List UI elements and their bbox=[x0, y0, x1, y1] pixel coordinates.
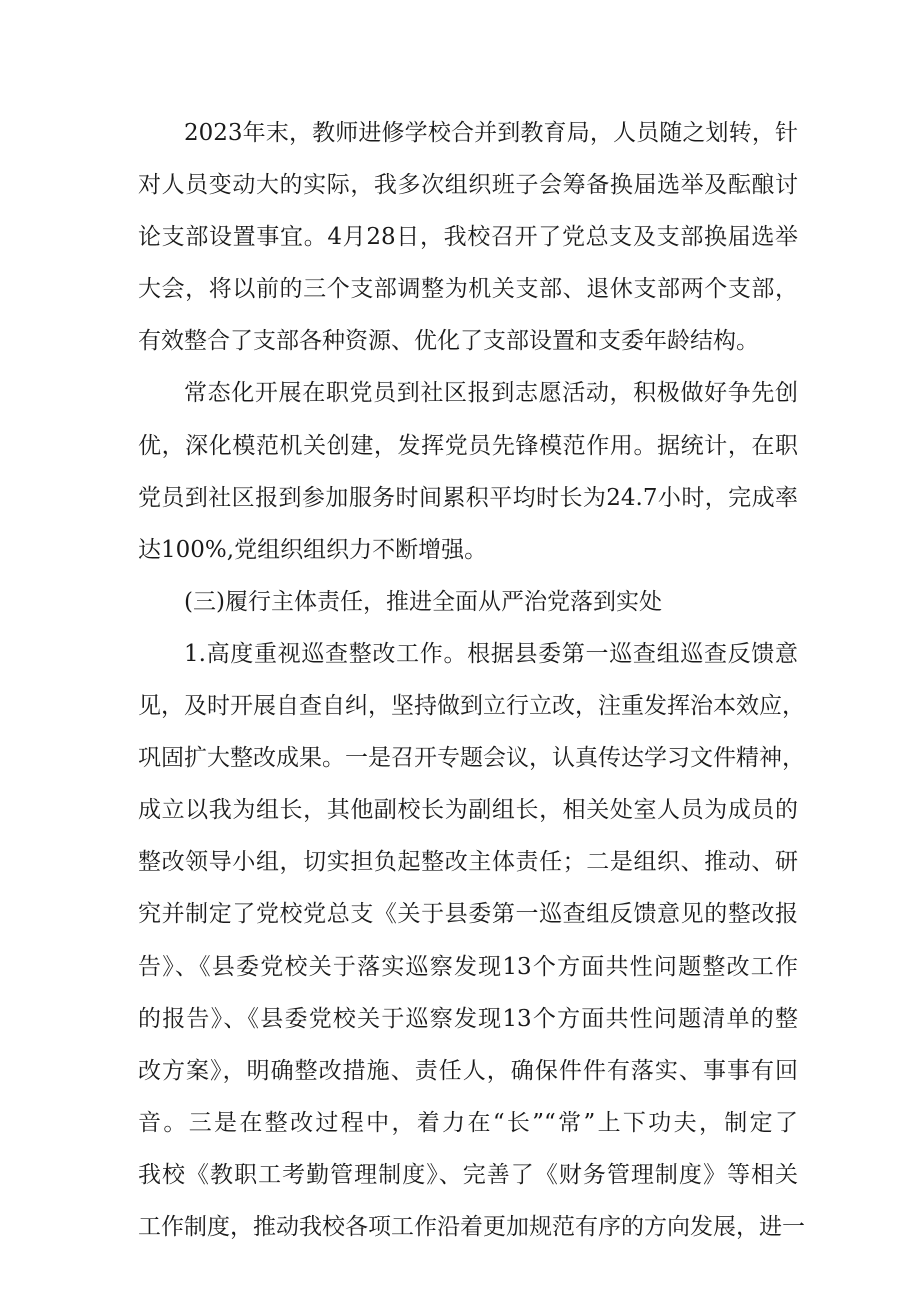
text-line: 达100%,党组织组织力不断增强。 bbox=[138, 536, 488, 563]
text-line: 见，及时开展自查自纠，坚持做到立行立改，注重发挥治本效应， bbox=[138, 693, 805, 720]
text-line: 音。三是在整改过程中，着力在“长”“常”上下功夫，制定了 bbox=[138, 1109, 798, 1136]
text-line: 党员到社区报到参加服务时间累积平均时长为24.7小时，完成率 bbox=[138, 484, 798, 511]
text-line: 常态化开展在职党员到社区报到志愿活动，积极做好争先创 bbox=[184, 380, 798, 407]
text-line: 工作制度，推动我校各项工作沿着更加规范有序的方向发展，进一 bbox=[138, 1213, 805, 1240]
text-line: 1.高度重视巡查整改工作。根据县委第一巡查组巡查反馈意 bbox=[184, 640, 798, 667]
text-line: 有效整合了支部各种资源、优化了支部设置和支委年龄结构。 bbox=[138, 328, 759, 355]
text-line: 大会，将以前的三个支部调整为机关支部、退休支部两个支部， bbox=[138, 276, 798, 303]
text-line: 改方案》，明确整改措施、责任人，确保件件有落实、事事有回 bbox=[138, 1057, 798, 1084]
text-line: 成立以我为组长，其他副校长为副组长，相关处室人员为成员的 bbox=[138, 797, 798, 824]
text-line: 我校《教职工考勤管理制度》、完善了《财务管理制度》等相关 bbox=[138, 1161, 798, 1188]
paragraph-volunteer-activity bbox=[138, 367, 798, 575]
text-line: 2023年末，教师进修学校合并到教育局，人员随之划转，针 bbox=[184, 120, 798, 146]
paragraph-inspection-rectification bbox=[138, 628, 805, 1253]
text-line: 论支部设置事宜。4月28日，我校召开了党总支及支部换届选举 bbox=[138, 224, 798, 251]
text-line: 的报告》、《县委党校关于巡察发现13个方面共性问题清单的整 bbox=[138, 1005, 798, 1032]
section-heading-text: (三)履行主体责任，推进全面从严治党落到实处 bbox=[184, 588, 662, 615]
paragraph-branch-restructure bbox=[138, 107, 798, 367]
text-line: 究并制定了党校党总支《关于县委第一巡查组反馈意见的整改报 bbox=[138, 901, 798, 928]
document-body bbox=[138, 107, 805, 1253]
text-line: 对人员变动大的实际，我多次组织班子会筹备换届选举及酝酿讨 bbox=[138, 172, 798, 199]
text-line: 整改领导小组，切实担负起整改主体责任；二是组织、推动、研 bbox=[138, 849, 798, 876]
text-line: 告》、《县委党校关于落实巡察发现13个方面共性问题整改工作 bbox=[138, 953, 798, 980]
section-heading bbox=[138, 576, 798, 628]
text-line: 优，深化模范机关创建，发挥党员先锋模范作用。据统计，在职 bbox=[138, 432, 798, 459]
text-line: 巩固扩大整改成果。一是召开专题会议，认真传达学习文件精神， bbox=[138, 745, 805, 772]
